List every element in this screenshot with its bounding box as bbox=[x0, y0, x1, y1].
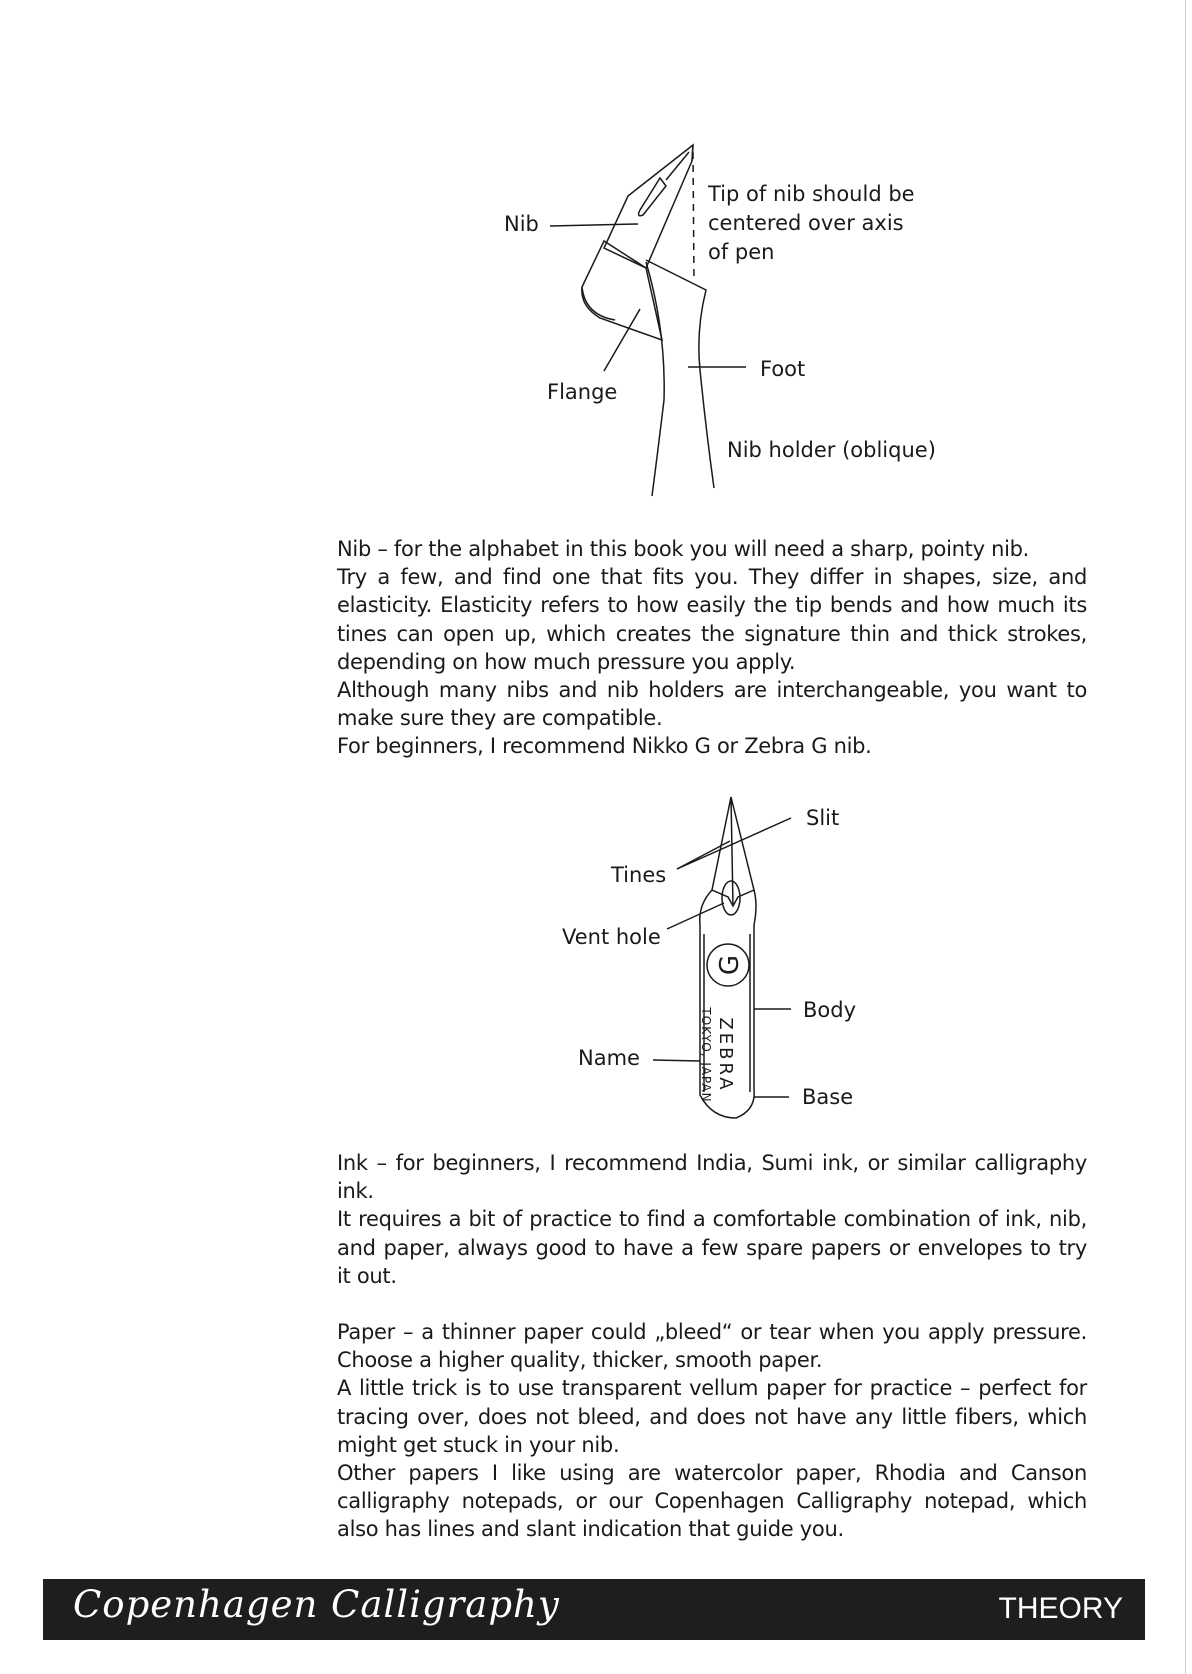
label-tines: Tines bbox=[611, 863, 667, 887]
label-nib: Nib bbox=[504, 212, 539, 236]
paragraph: It requires a bit of practice to find a comfortable combination of ink, nib, and paper, always good to have a few spare papers or envelopes to try it out. bbox=[337, 1207, 1087, 1288]
label-foot: Foot bbox=[760, 357, 806, 381]
ink-text-section bbox=[337, 1149, 1087, 1544]
paragraph: For beginners, I recommend Nikko G or Zebra G nib. bbox=[337, 734, 872, 759]
brand-logo: Copenhagen Calligraphy bbox=[73, 1583, 560, 1626]
tines-leader bbox=[677, 841, 730, 869]
imprint-origin: TOKYO, JAPAN bbox=[699, 1007, 713, 1103]
footer-bar bbox=[43, 1579, 1145, 1640]
paragraph: Although many nibs and nib holders are interchangeable, you want to make sure they are compatible. bbox=[337, 678, 1087, 731]
imprint-letter: G bbox=[715, 954, 745, 976]
name-leader bbox=[653, 1060, 700, 1061]
label-base: Base bbox=[802, 1085, 854, 1109]
paragraph: Paper – a thinner paper could „bleed“ or tear when you apply pressure. Choose a higher quality, thicker, smooth paper. bbox=[337, 1320, 1087, 1373]
label-tip-line2: centered over axis bbox=[708, 211, 904, 235]
nib-imprint bbox=[699, 944, 749, 1103]
vent-leader bbox=[667, 903, 724, 929]
paragraph: A little trick is to use transparent vellum paper for practice – perfect for tracing over, does not bleed, and does not have any little fibers, which might get stuck in your nib. bbox=[337, 1376, 1087, 1457]
label-slit: Slit bbox=[806, 806, 840, 830]
section-label: THEORY bbox=[998, 1592, 1123, 1625]
paragraph: Ink – for beginners, I recommend India, Sumi ink, or similar calligraphy ink. bbox=[337, 1151, 1087, 1204]
label-flange: Flange bbox=[547, 380, 618, 404]
paragraph: Try a few, and find one that fits you. They differ in shapes, size, and elasticity. Elasticity refers to how easily the tip bends and how much its tines can open up, which creates the signature thin and thick strokes, depending on how much pressure you apply. bbox=[337, 565, 1087, 674]
label-vent-hole: Vent hole bbox=[562, 925, 661, 949]
label-tip-line3: of pen bbox=[708, 240, 775, 264]
imprint-brand: ZEBRA bbox=[715, 1017, 736, 1093]
slit-leader bbox=[677, 818, 791, 869]
paragraph: Nib – for the alphabet in this book you will need a sharp, pointy nib. bbox=[337, 537, 1030, 561]
label-body: Body bbox=[803, 998, 857, 1022]
label-holder: Nib holder (oblique) bbox=[727, 438, 936, 462]
label-tip-line1: Tip of nib should be bbox=[708, 182, 915, 206]
label-name: Name bbox=[578, 1046, 640, 1070]
paragraph: Other papers I like using are watercolor paper, Rhodia and Canson calligraphy notepads, or our Copenhagen Calligraphy notepad, which also has lines and slant indication that guide you. bbox=[337, 1461, 1087, 1542]
